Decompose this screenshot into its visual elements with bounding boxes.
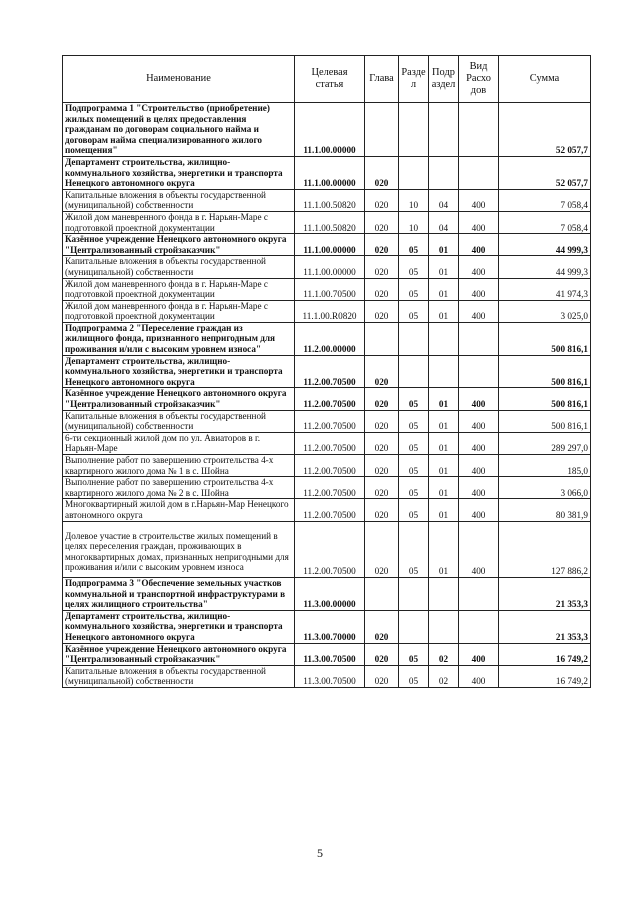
table-row bbox=[63, 278, 591, 300]
cell-name: Жилой дом маневренного фонда в г. Нарьян-Маре с подготовкой проектной документации bbox=[63, 211, 295, 233]
table-row bbox=[63, 665, 591, 687]
table-row bbox=[63, 388, 591, 410]
cell-razdel: 05 bbox=[399, 477, 429, 499]
table-row bbox=[63, 156, 591, 189]
header-razdel: Разде л bbox=[399, 56, 429, 103]
cell-code: 11.3.00.70000 bbox=[295, 610, 365, 643]
cell-glava: 020 bbox=[365, 455, 399, 477]
cell-vid: 400 bbox=[459, 256, 499, 278]
cell-razdel bbox=[399, 610, 429, 643]
cell-code: 11.2.00.70500 bbox=[295, 388, 365, 410]
cell-vid: 400 bbox=[459, 477, 499, 499]
cell-sum: 16 749,2 bbox=[499, 643, 591, 665]
cell-glava: 020 bbox=[365, 189, 399, 211]
cell-name: Долевое участие в строительстве жилых помещений в целях переселения граждан, проживающих в многоквартирных домах, признанных непригодными для проживания и/или с высоким уровнем износа bbox=[63, 521, 295, 577]
cell-glava: 020 bbox=[365, 643, 399, 665]
cell-name: Выполнение работ по завершению строительства 4-х квартирного жилого дома № 2 в с. Шойна bbox=[63, 477, 295, 499]
cell-vid: 400 bbox=[459, 300, 499, 322]
cell-razdel: 10 bbox=[399, 189, 429, 211]
cell-sum: 41 974,3 bbox=[499, 278, 591, 300]
cell-sum: 21 353,3 bbox=[499, 610, 591, 643]
table-row bbox=[63, 355, 591, 388]
cell-podrazdel: 02 bbox=[429, 665, 459, 687]
cell-razdel: 05 bbox=[399, 388, 429, 410]
cell-sum: 289 297,0 bbox=[499, 432, 591, 454]
table-row bbox=[63, 410, 591, 432]
cell-code: 11.2.00.70500 bbox=[295, 455, 365, 477]
cell-vid: 400 bbox=[459, 521, 499, 577]
cell-podrazdel: 01 bbox=[429, 300, 459, 322]
cell-razdel bbox=[399, 355, 429, 388]
cell-vid: 400 bbox=[459, 234, 499, 256]
cell-razdel: 05 bbox=[399, 499, 429, 521]
table-row bbox=[63, 300, 591, 322]
cell-code: 11.3.00.70500 bbox=[295, 665, 365, 687]
cell-sum: 7 058,4 bbox=[499, 211, 591, 233]
cell-sum: 185,0 bbox=[499, 455, 591, 477]
cell-name: Подпрограмма 2 "Переселение граждан из жилищного фонда, признанного непригодным для проживания и/или с высоким уровнем износа" bbox=[63, 322, 295, 355]
cell-name: Департамент строительства, жилищно-коммунального хозяйства, энергетики и транспорта Ненецкого автономного округа bbox=[63, 355, 295, 388]
table-body bbox=[63, 103, 591, 688]
cell-razdel bbox=[399, 103, 429, 157]
cell-vid: 400 bbox=[459, 432, 499, 454]
table-row bbox=[63, 211, 591, 233]
cell-podrazdel: 04 bbox=[429, 211, 459, 233]
cell-code: 11.1.00.00000 bbox=[295, 234, 365, 256]
cell-razdel: 05 bbox=[399, 300, 429, 322]
cell-razdel: 05 bbox=[399, 665, 429, 687]
cell-sum: 3 025,0 bbox=[499, 300, 591, 322]
cell-code: 11.1.00.70500 bbox=[295, 278, 365, 300]
cell-code: 11.1.00.50820 bbox=[295, 189, 365, 211]
cell-sum: 3 066,0 bbox=[499, 477, 591, 499]
cell-sum: 500 816,1 bbox=[499, 410, 591, 432]
cell-razdel: 05 bbox=[399, 410, 429, 432]
cell-vid: 400 bbox=[459, 665, 499, 687]
table-row bbox=[63, 103, 591, 157]
cell-sum: 127 886,2 bbox=[499, 521, 591, 577]
cell-code: 11.2.00.70500 bbox=[295, 410, 365, 432]
cell-glava: 020 bbox=[365, 234, 399, 256]
cell-code: 11.3.00.00000 bbox=[295, 577, 365, 610]
cell-podrazdel bbox=[429, 610, 459, 643]
cell-name: Подпрограмма 3 "Обеспечение земельных участков коммунальной и транспортной инфраструктурами в целях жилищного строительства" bbox=[63, 577, 295, 610]
cell-podrazdel bbox=[429, 577, 459, 610]
cell-code: 11.2.00.70500 bbox=[295, 499, 365, 521]
cell-podrazdel: 01 bbox=[429, 278, 459, 300]
cell-glava: 020 bbox=[365, 610, 399, 643]
table-row bbox=[63, 577, 591, 610]
cell-vid: 400 bbox=[459, 211, 499, 233]
cell-vid bbox=[459, 610, 499, 643]
cell-vid bbox=[459, 156, 499, 189]
table-row bbox=[63, 256, 591, 278]
cell-podrazdel bbox=[429, 322, 459, 355]
cell-name: 6-ти секционный жилой дом по ул. Авиаторов в г. Нарьян-Маре bbox=[63, 432, 295, 454]
table-row bbox=[63, 610, 591, 643]
cell-glava: 020 bbox=[365, 355, 399, 388]
cell-podrazdel: 01 bbox=[429, 256, 459, 278]
cell-code: 11.2.00.00000 bbox=[295, 322, 365, 355]
cell-code: 11.1.00.00000 bbox=[295, 256, 365, 278]
cell-razdel: 05 bbox=[399, 455, 429, 477]
table-row bbox=[63, 477, 591, 499]
cell-razdel: 05 bbox=[399, 521, 429, 577]
table-row bbox=[63, 643, 591, 665]
header-vid: Вид Расхо дов bbox=[459, 56, 499, 103]
cell-glava: 020 bbox=[365, 432, 399, 454]
cell-name: Капитальные вложения в объекты государственной (муниципальной) собственности bbox=[63, 410, 295, 432]
cell-code: 11.2.00.70500 bbox=[295, 432, 365, 454]
cell-vid: 400 bbox=[459, 388, 499, 410]
table-row bbox=[63, 521, 591, 577]
cell-sum: 500 816,1 bbox=[499, 322, 591, 355]
cell-code: 11.3.00.70500 bbox=[295, 643, 365, 665]
cell-glava: 020 bbox=[365, 477, 399, 499]
table-row bbox=[63, 234, 591, 256]
cell-podrazdel: 01 bbox=[429, 432, 459, 454]
cell-glava: 020 bbox=[365, 388, 399, 410]
page-number: 5 bbox=[317, 846, 323, 860]
table-row bbox=[63, 189, 591, 211]
budget-table bbox=[62, 55, 591, 688]
cell-sum: 80 381,9 bbox=[499, 499, 591, 521]
cell-code: 11.1.00.50820 bbox=[295, 211, 365, 233]
cell-vid: 400 bbox=[459, 499, 499, 521]
cell-name: Жилой дом маневренного фонда в г. Нарьян-Маре с подготовкой проектной документации bbox=[63, 300, 295, 322]
cell-vid: 400 bbox=[459, 643, 499, 665]
cell-sum: 500 816,1 bbox=[499, 388, 591, 410]
cell-razdel bbox=[399, 577, 429, 610]
cell-glava: 020 bbox=[365, 278, 399, 300]
header-glava: Глава bbox=[365, 56, 399, 103]
cell-razdel: 05 bbox=[399, 234, 429, 256]
cell-vid bbox=[459, 355, 499, 388]
cell-name: Казённое учреждение Ненецкого автономного округа "Централизованный стройзаказчик" bbox=[63, 388, 295, 410]
header-name: Наименование bbox=[63, 56, 295, 103]
cell-podrazdel: 01 bbox=[429, 499, 459, 521]
cell-podrazdel: 04 bbox=[429, 189, 459, 211]
cell-razdel: 05 bbox=[399, 256, 429, 278]
cell-sum: 52 057,7 bbox=[499, 156, 591, 189]
cell-glava bbox=[365, 577, 399, 610]
cell-glava: 020 bbox=[365, 499, 399, 521]
cell-podrazdel bbox=[429, 156, 459, 189]
cell-sum: 52 057,7 bbox=[499, 103, 591, 157]
cell-podrazdel bbox=[429, 103, 459, 157]
cell-razdel bbox=[399, 156, 429, 189]
cell-code: 11.1.00.00000 bbox=[295, 103, 365, 157]
header-podrazdel: Подр аздел bbox=[429, 56, 459, 103]
cell-sum: 7 058,4 bbox=[499, 189, 591, 211]
cell-glava: 020 bbox=[365, 665, 399, 687]
cell-name: Жилой дом маневренного фонда в г. Нарьян-Маре с подготовкой проектной документации bbox=[63, 278, 295, 300]
cell-code: 11.2.00.70500 bbox=[295, 355, 365, 388]
cell-name: Департамент строительства, жилищно-коммунального хозяйства, энергетики и транспорта Ненецкого автономного округа bbox=[63, 610, 295, 643]
cell-vid: 400 bbox=[459, 278, 499, 300]
cell-code: 11.1.00.00000 bbox=[295, 156, 365, 189]
cell-glava: 020 bbox=[365, 211, 399, 233]
cell-razdel: 05 bbox=[399, 432, 429, 454]
cell-podrazdel bbox=[429, 355, 459, 388]
cell-name: Казённое учреждение Ненецкого автономного округа "Централизованный стройзаказчик" bbox=[63, 643, 295, 665]
cell-glava: 020 bbox=[365, 410, 399, 432]
cell-name: Многоквартирный жилой дом в г.Нарьян-Мар Ненецкого автономного округа bbox=[63, 499, 295, 521]
cell-name: Капитальные вложения в объекты государственной (муниципальной) собственности bbox=[63, 256, 295, 278]
cell-podrazdel: 01 bbox=[429, 234, 459, 256]
cell-name: Казённое учреждение Ненецкого автономного округа "Централизованный стройзаказчик" bbox=[63, 234, 295, 256]
cell-glava bbox=[365, 103, 399, 157]
cell-vid bbox=[459, 322, 499, 355]
cell-glava: 020 bbox=[365, 256, 399, 278]
cell-glava bbox=[365, 322, 399, 355]
table-header-row bbox=[63, 56, 591, 103]
cell-vid: 400 bbox=[459, 455, 499, 477]
cell-vid bbox=[459, 577, 499, 610]
cell-razdel: 05 bbox=[399, 643, 429, 665]
cell-podrazdel: 01 bbox=[429, 455, 459, 477]
header-sum: Сумма bbox=[499, 56, 591, 103]
cell-sum: 44 999,3 bbox=[499, 256, 591, 278]
cell-razdel: 10 bbox=[399, 211, 429, 233]
cell-podrazdel: 02 bbox=[429, 643, 459, 665]
table-row bbox=[63, 499, 591, 521]
table-row bbox=[63, 455, 591, 477]
cell-sum: 21 353,3 bbox=[499, 577, 591, 610]
cell-glava: 020 bbox=[365, 521, 399, 577]
cell-code: 11.1.00.R0820 bbox=[295, 300, 365, 322]
cell-vid bbox=[459, 103, 499, 157]
cell-sum: 44 999,3 bbox=[499, 234, 591, 256]
cell-podrazdel: 01 bbox=[429, 388, 459, 410]
cell-sum: 500 816,1 bbox=[499, 355, 591, 388]
cell-glava: 020 bbox=[365, 156, 399, 189]
table-row bbox=[63, 432, 591, 454]
cell-vid: 400 bbox=[459, 189, 499, 211]
cell-name: Департамент строительства, жилищно-коммунального хозяйства, энергетики и транспорта Ненецкого автономного округа bbox=[63, 156, 295, 189]
cell-name: Подпрограмма 1 "Строительство (приобретение) жилых помещений в целях предоставления гражданам по договорам социального найма и договорам найма специализированного жилого помещения" bbox=[63, 103, 295, 157]
cell-podrazdel: 01 bbox=[429, 410, 459, 432]
cell-name: Капитальные вложения в объекты государственной (муниципальной) собственности bbox=[63, 665, 295, 687]
cell-name: Капитальные вложения в объекты государственной (муниципальной) собственности bbox=[63, 189, 295, 211]
cell-razdel bbox=[399, 322, 429, 355]
cell-name: Выполнение работ по завершению строительства 4-х квартирного жилого дома № 1 в с. Шойна bbox=[63, 455, 295, 477]
cell-podrazdel: 01 bbox=[429, 477, 459, 499]
header-code: Целевая статья bbox=[295, 56, 365, 103]
cell-code: 11.2.00.70500 bbox=[295, 521, 365, 577]
table-row bbox=[63, 322, 591, 355]
cell-code: 11.2.00.70500 bbox=[295, 477, 365, 499]
cell-sum: 16 749,2 bbox=[499, 665, 591, 687]
cell-vid: 400 bbox=[459, 410, 499, 432]
cell-podrazdel: 01 bbox=[429, 521, 459, 577]
cell-glava: 020 bbox=[365, 300, 399, 322]
cell-razdel: 05 bbox=[399, 278, 429, 300]
